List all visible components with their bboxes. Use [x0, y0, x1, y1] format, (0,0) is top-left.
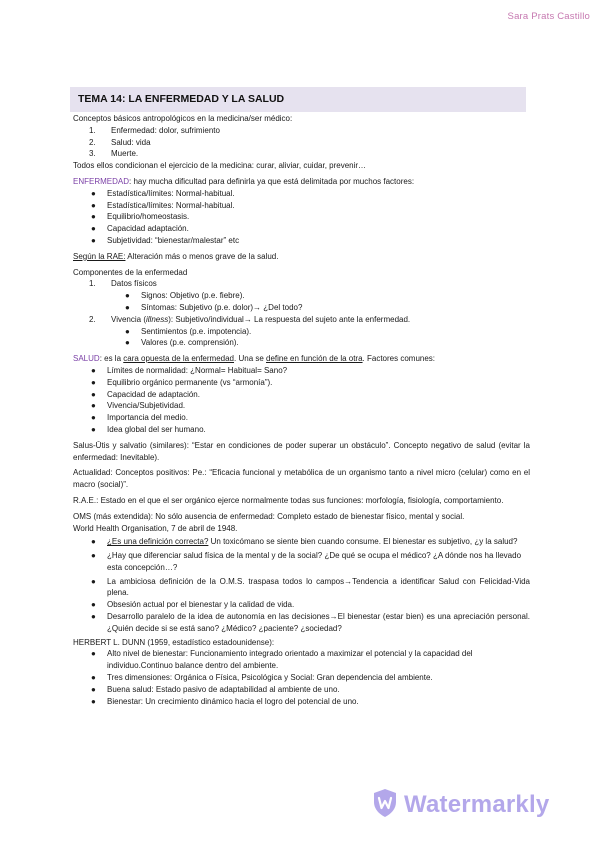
list-item: ● Tres dimensiones: Orgánica o Física, Psicológica y Social: Gran dependencia del ambiente.	[91, 673, 433, 683]
dunn-title: HERBERT L. DUNN (1959, estadístico estadounidense):	[73, 637, 275, 647]
list-item: ● Estadística/límites: Normal-habitual.	[91, 188, 235, 198]
componentes-title: Componentes de la enfermedad	[73, 267, 188, 277]
conceptos-footer: Todos ellos condicionan el ejercicio de la medicina: curar, aliviar, cuidar, prevenir…	[73, 161, 367, 171]
list-item: ● Capacidad adaptación.	[91, 224, 189, 234]
document-body	[73, 113, 530, 707]
list-item: 2. Vivencia (illness): Subjetivo/individual→ La respuesta del sujeto ante la enfermedad.	[89, 314, 411, 324]
enfermedad-paragraph: ENFERMEDAD: hay mucha dificultad para definirla ya que está delimitada por muchos factores:	[73, 176, 415, 186]
salud-paragraph: SALUD: es la cara opuesta de la enfermedad. Una se define en función de la otra. Factores comunes:	[73, 354, 436, 364]
list-item: ● Estadística/límites: Normal-habitual.	[91, 200, 235, 210]
list-item: ● Síntomas: Subjetivo (p.e. dolor)→ ¿Del todo?	[125, 302, 303, 312]
list-item: ● Importancia del medio.	[91, 413, 188, 423]
list-item: 1. Enfermedad: dolor, sufrimiento	[89, 125, 220, 135]
list-item: ● Subjetividad: “bienestar/malestar” etc	[91, 235, 240, 245]
author-name: Sara Prats Castillo	[507, 11, 590, 22]
list-item: ● Bienestar: Un crecimiento dinámico hacia el logro del potencial de uno.	[91, 696, 359, 706]
salus-paragraph: Salus-Ūtis y salvatio (similares): “Estar en condiciones de poder superar un obstáculo”. Concepto negativo de salud (evitar la enfermedad: Inevitable).	[73, 440, 530, 462]
list-item: ● Alto nivel de bienestar: Funcionamiento integrado orientado a maximizar el potencial y la capacidad del individuo.Continuo balance dentro del ambiente.	[91, 649, 473, 671]
list-item: ● Equilibrio orgánico permanente (vs “armonía”).	[91, 377, 273, 387]
conceptos-intro: Conceptos básicos antropológicos en la medicina/ser médico:	[73, 114, 293, 123]
page-title: TEMA 14: LA ENFERMEDAD Y LA SALUD	[70, 87, 526, 112]
oms-line-1: OMS (más extendida): No sólo ausencia de enfermedad: Completo estado de bienestar físico, mental y social.	[73, 511, 465, 521]
list-item: 1. Datos físicos	[89, 279, 157, 289]
rae-definition-1: Según la RAE: Alteración más o menos grave de la salud.	[73, 251, 279, 261]
rae-definition-2: R.A.E.: Estado en el que el ser orgánico ejerce normalmente todas sus funciones: morfología, fisiología, comportamiento.	[73, 495, 504, 505]
list-item: ● Desarrollo paralelo de la idea de autonomía en las decisiones→El bienestar (estar bien) es una apreciación personal. ¿Quién decide si se está sano? ¿Médico? ¿paciente? ¿sociedad?	[91, 612, 530, 633]
list-item: ● Límites de normalidad: ¿Normal= Habitual= Sano?	[91, 365, 288, 375]
list-item: ● Valores (p.e. comprensión).	[125, 338, 239, 348]
list-item: ● ¿Es una definición correcta? Un toxicómano se siente bien cuando consume. El bienestar es subjetivo, ¿y la salud?	[91, 537, 518, 547]
list-item: ● Equilibrio/homeostasis.	[91, 212, 190, 222]
salud-keyword: SALUD	[73, 354, 100, 364]
list-item: ● Signos: Objetivo (p.e. fiebre).	[125, 291, 245, 301]
list-item: ● ¿Hay que diferenciar salud física de la mental y de la social? ¿De qué se ocupa el médico? ¿A dónde nos ha llevado esta concepción…?	[91, 551, 522, 572]
list-item: ● Sentimientos (p.e. impotencia).	[125, 326, 252, 336]
enfermedad-keyword: ENFERMEDAD	[73, 176, 130, 186]
list-item: ● Buena salud: Estado pasivo de adaptabilidad al ambiente de uno.	[91, 684, 340, 694]
oms-line-2: World Health Organisation, 7 de abril de 1948.	[73, 523, 238, 533]
list-item: ● La ambiciosa definición de la O.M.S. traspasa todos lo campos→Tendencia a identificar Salud con Felicidad-Vida plena.	[91, 576, 530, 598]
list-item: ● Capacidad de adaptación.	[91, 389, 200, 399]
list-item: 2. Salud: vida	[89, 137, 151, 147]
list-item: ● Vivencia/Subjetividad.	[91, 401, 186, 411]
shield-icon	[372, 788, 398, 823]
list-item: 3. Muerte.	[89, 149, 139, 159]
list-item: ● Idea global del ser humano.	[91, 424, 206, 434]
actualidad-paragraph: Actualidad: Conceptos positivos: Pe.: “Eficacia funcional y metabólica de un organismo tanto a nivel micro (celular) como en el macro (social)”.	[73, 468, 530, 490]
list-item: ● Obsesión actual por el bienestar y la calidad de vida.	[91, 600, 295, 610]
watermark	[372, 788, 549, 822]
watermark-text: Watermarkly	[404, 791, 550, 818]
